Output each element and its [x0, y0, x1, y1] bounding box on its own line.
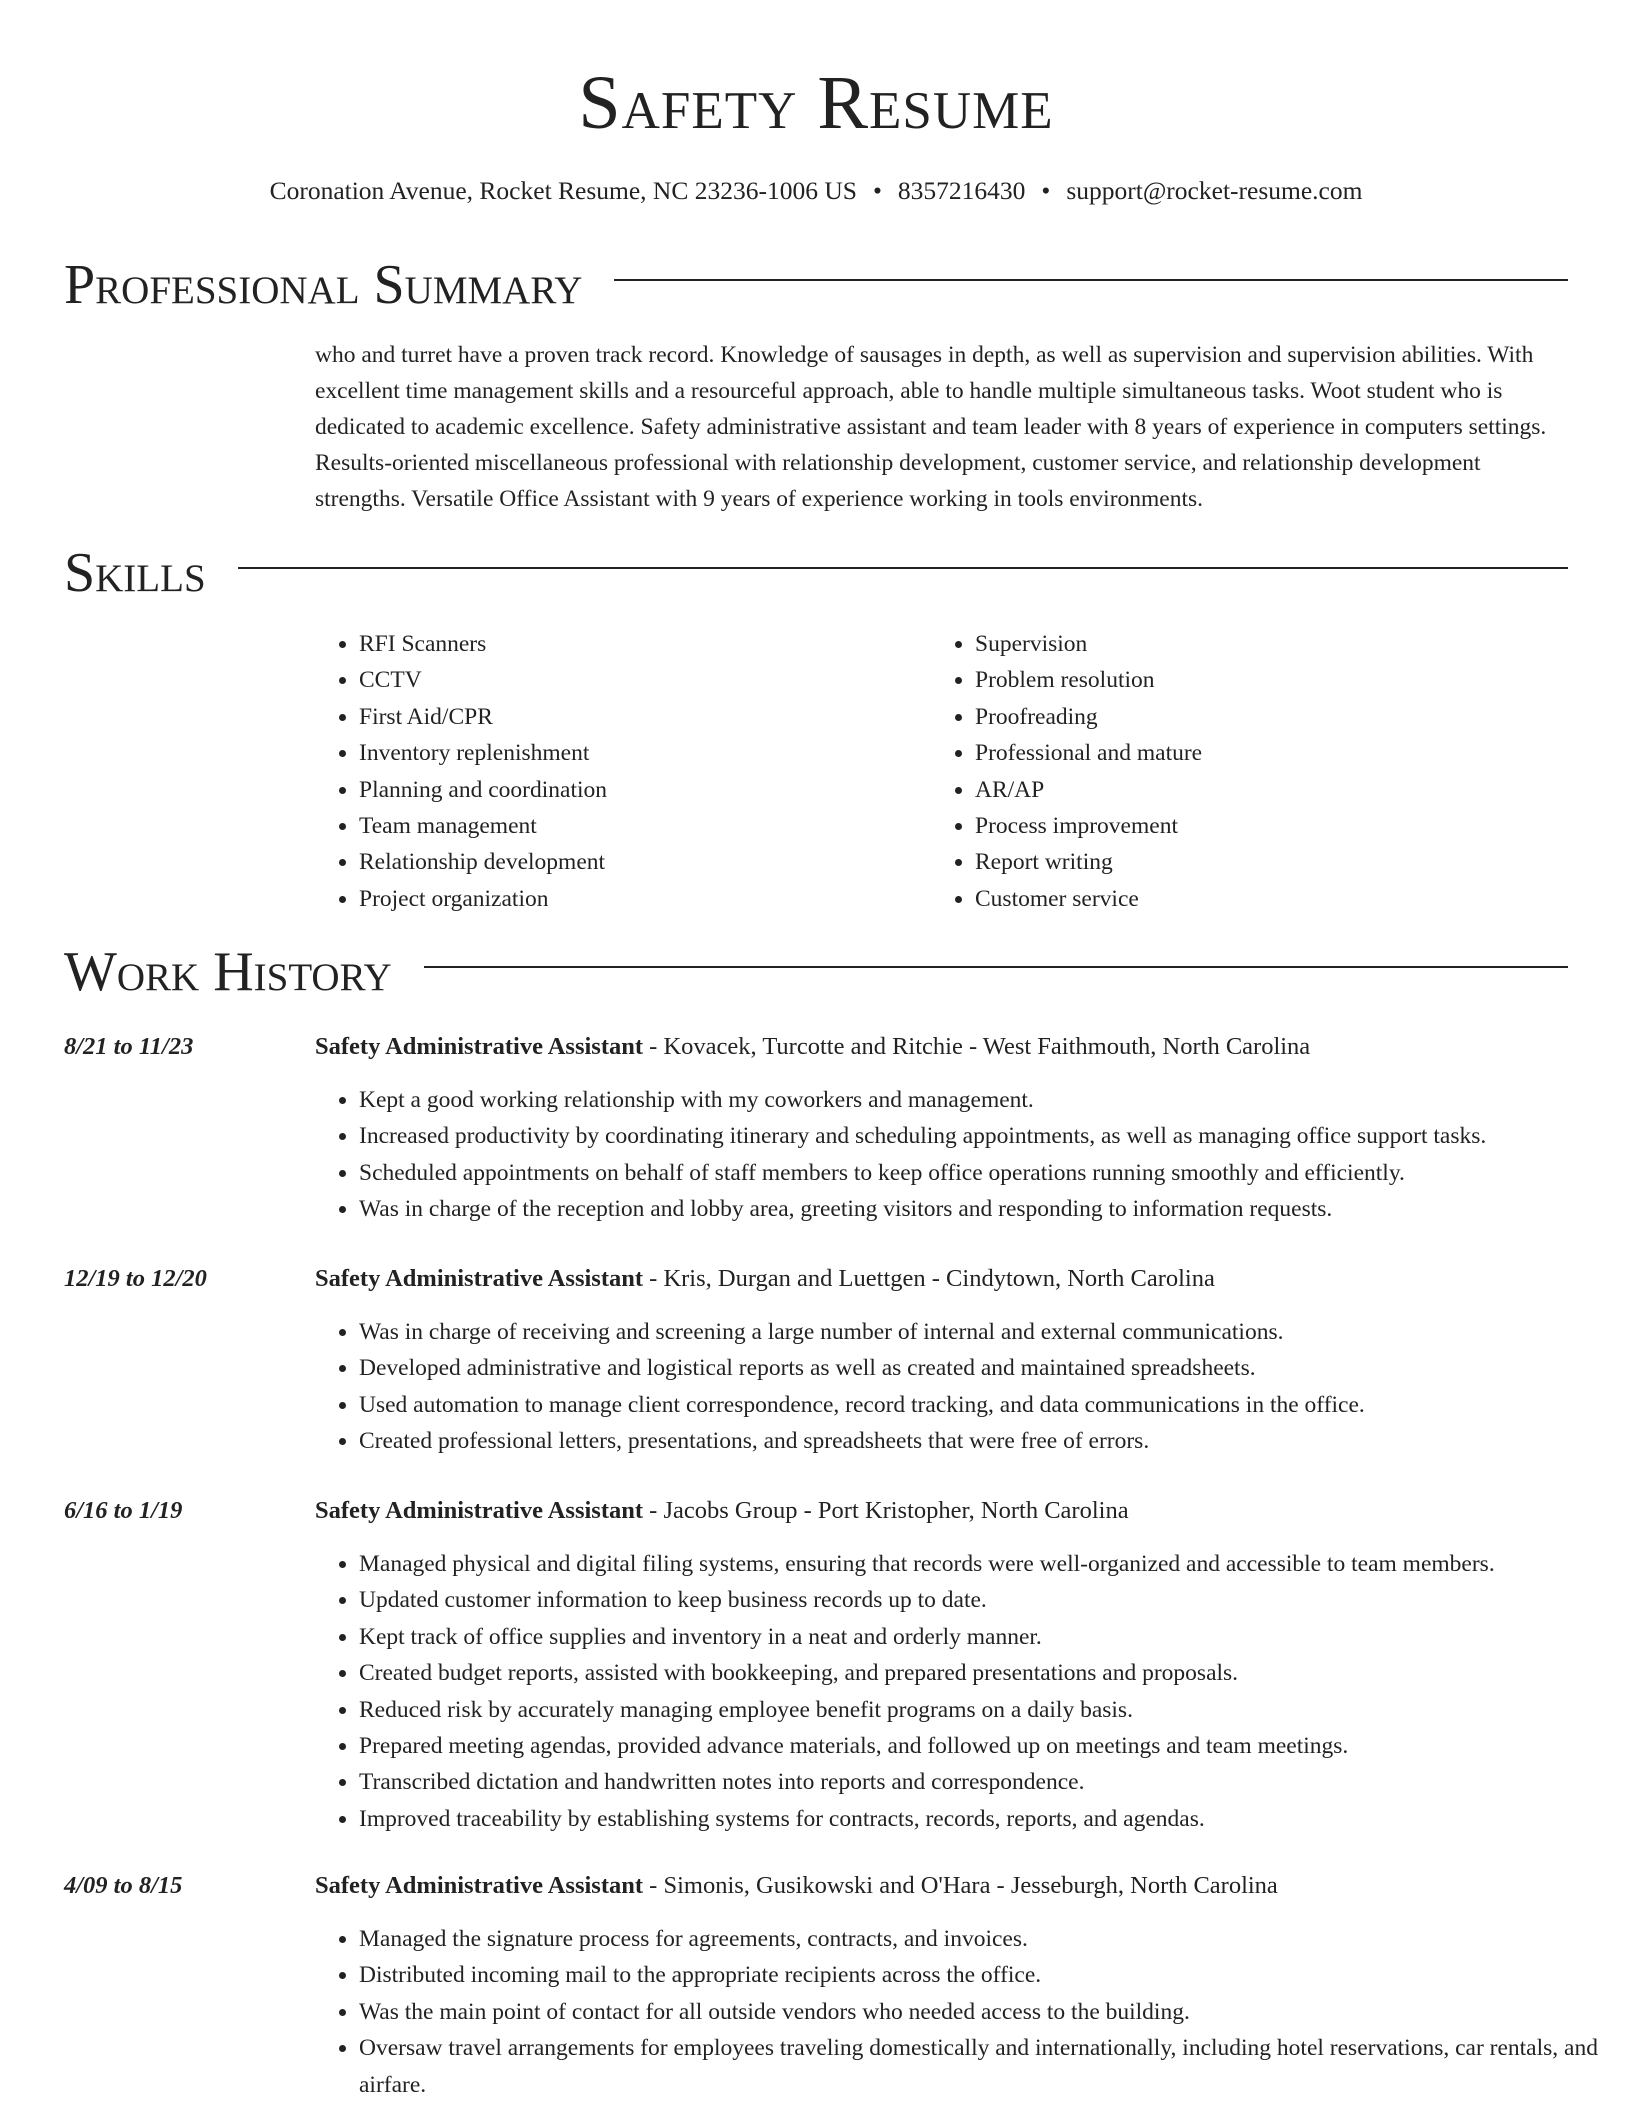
- job-bullet: • Reduced risk by accurately managing employee benefit programs on a daily basis.: [359, 1692, 1621, 1728]
- summary-title: Professional Summary: [64, 254, 583, 316]
- job-role: Safety Administrative Assistant: [315, 1872, 644, 1899]
- job-bullet: • Was in charge of receiving and screening a large number of internal and external communications.: [359, 1314, 1621, 1350]
- job-bullets: [315, 1314, 1621, 1460]
- skill-item: • Inventory replenishment: [359, 735, 607, 771]
- job-bullet: • Used automation to manage client correspondence, record tracking, and data communications in the office.: [359, 1387, 1621, 1423]
- job-dates: 6/16 to 1/19: [64, 1497, 183, 1524]
- job-bullet: • Distributed incoming mail to the appropriate recipients across the office.: [359, 1957, 1621, 1993]
- job-bullet: • Kept track of office supplies and inventory in a neat and orderly manner.: [359, 1619, 1621, 1655]
- skill-item: • Problem resolution: [975, 662, 1202, 698]
- skill-item: • Relationship development: [359, 844, 607, 880]
- skill-item: • First Aid/CPR: [359, 699, 607, 735]
- job-bullet: • Managed physical and digital filing systems, ensuring that records were well-organized and accessible to team members.: [359, 1546, 1621, 1582]
- job-bullet: • Was the main point of contact for all outside vendors who needed access to the building.: [359, 1994, 1621, 2030]
- job-heading: [315, 1029, 1585, 1065]
- job-details: - Jacobs Group - Port Kristopher, North Carolina: [643, 1497, 1129, 1524]
- job-bullet: • Oversaw travel arrangements for employees traveling domestically and internationally, including hotel reservations, car rentals, and airfare.: [359, 2030, 1621, 2103]
- job-details: - Simonis, Gusikowski and O'Hara - Jesseburgh, North Carolina: [643, 1872, 1278, 1899]
- skill-item: • Proofreading: [975, 699, 1202, 735]
- skill-item: • AR/AP: [975, 772, 1202, 808]
- job-role: Safety Administrative Assistant: [315, 1265, 644, 1292]
- skill-item: • Project organization: [359, 881, 607, 917]
- work-title: Work History: [64, 941, 392, 1003]
- job-bullets: [315, 1082, 1621, 1228]
- job-bullet: • Updated customer information to keep business records up to date.: [359, 1582, 1621, 1618]
- skill-item: • CCTV: [359, 662, 607, 698]
- job-heading: [315, 1261, 1585, 1297]
- skill-item: • Planning and coordination: [359, 772, 607, 808]
- job-role: Safety Administrative Assistant: [315, 1497, 644, 1524]
- job-heading: [315, 1493, 1585, 1529]
- contact-line: [0, 173, 1632, 209]
- job-dates: 8/21 to 11/23: [64, 1033, 194, 1060]
- contact-separator: •: [1041, 176, 1051, 205]
- job-bullet: • Kept a good working relationship with my coworkers and management.: [359, 1082, 1621, 1118]
- skill-item: • Customer service: [975, 881, 1202, 917]
- work-section-header: [64, 937, 1568, 1007]
- skill-item: • RFI Scanners: [359, 626, 607, 662]
- section-divider: [424, 966, 1568, 968]
- skills-section-header: [64, 538, 1568, 608]
- skills-list-right: [931, 626, 1202, 917]
- job-details: - Kovacek, Turcotte and Ritchie - West Faithmouth, North Carolina: [643, 1033, 1311, 1060]
- skills-list-left: [315, 626, 607, 917]
- skill-item: • Team management: [359, 808, 607, 844]
- job-dates: 12/19 to 12/20: [64, 1265, 207, 1292]
- contact-email: support@rocket-resume.com: [1066, 176, 1363, 205]
- job-bullet: • Developed administrative and logistical reports as well as created and maintained spreadsheets.: [359, 1350, 1621, 1386]
- contact-address: Coronation Avenue, Rocket Resume, NC 23236-1006 US: [269, 176, 857, 205]
- skill-item: • Professional and mature: [975, 735, 1202, 771]
- job-bullet: • Was in charge of the reception and lobby area, greeting visitors and responding to information requests.: [359, 1191, 1621, 1227]
- job-bullets: [315, 1921, 1621, 2103]
- job-heading: [315, 1868, 1585, 1904]
- job-bullets: [315, 1546, 1621, 1837]
- job-bullet: • Prepared meeting agendas, provided advance materials, and followed up on meetings and team meetings.: [359, 1728, 1621, 1764]
- job-bullet: • Scheduled appointments on behalf of staff members to keep office operations running smoothly and efficiently.: [359, 1155, 1621, 1191]
- section-divider: [614, 279, 1568, 281]
- contact-phone: 8357216430: [897, 176, 1026, 205]
- skill-item: • Process improvement: [975, 808, 1202, 844]
- job-bullet: • Created budget reports, assisted with bookkeeping, and prepared presentations and proposals.: [359, 1655, 1621, 1691]
- job-bullet: • Managed the signature process for agreements, contracts, and invoices.: [359, 1921, 1621, 1957]
- job-bullet: • Created professional letters, presentations, and spreadsheets that were free of errors.: [359, 1423, 1621, 1459]
- skill-item: • Report writing: [975, 844, 1202, 880]
- skills-title: Skills: [64, 542, 206, 604]
- skill-item: • Supervision: [975, 626, 1202, 662]
- resume-name: Safety Resume: [578, 61, 1054, 145]
- job-dates: 4/09 to 8/15: [64, 1872, 183, 1899]
- job-bullet: • Transcribed dictation and handwritten notes into reports and correspondence.: [359, 1764, 1621, 1800]
- summary-text: who and turret have a proven track record. Knowledge of sausages in depth, as well as supervision and supervision abilities. With excellent time management skills and a resourceful approach, able to handle multiple simultaneous tasks. Woot student who is dedicated to academic excellence. Safety administrative assistant and team leader with 8 years of experience in computers settings. Results-oriented miscellaneous professional with relationship development, customer service, and relationship development strengths. Versatile Office Assistant with 9 years of experience working in tools environments.: [315, 342, 1547, 512]
- job-bullet: • Improved traceability by establishing systems for contracts, records, reports, and agendas.: [359, 1801, 1621, 1837]
- job-role: Safety Administrative Assistant: [315, 1033, 644, 1060]
- job-bullet: • Increased productivity by coordinating itinerary and scheduling appointments, as well as managing office support tasks.: [359, 1118, 1621, 1154]
- section-divider: [238, 567, 1568, 569]
- job-details: - Kris, Durgan and Luettgen - Cindytown, North Carolina: [643, 1265, 1215, 1292]
- summary-section-header: [64, 250, 1568, 320]
- contact-separator: •: [872, 176, 882, 205]
